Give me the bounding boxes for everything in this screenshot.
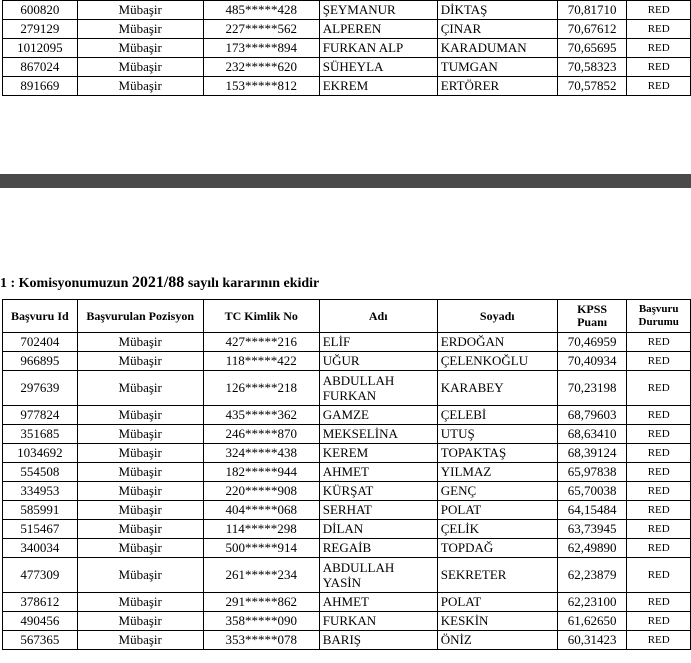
cell-tc-kimlik: 485*****428 [203,1,319,20]
cell-pozisyon: Mübaşir [77,631,203,650]
cell-durum: RED [627,406,691,425]
applicant-table-body [3,333,691,650]
cell-tc-kimlik: 435*****362 [203,406,319,425]
cell-pozisyon: Mübaşir [77,463,203,482]
cell-soyadi: SEKRETER [437,558,557,593]
cell-soyadi: ÇELİK [437,520,557,539]
cell-pozisyon: Mübaşir [77,352,203,371]
cell-tc-kimlik: 261*****234 [203,558,319,593]
table-row [3,20,691,39]
cell-kpss: 70,23198 [557,371,627,406]
previous-page-table-body [3,1,691,96]
cell-basvuru-id: 340034 [3,539,78,558]
cell-durum: RED [627,371,691,406]
cell-durum: RED [627,58,691,77]
cell-soyadi: KARABEY [437,371,557,406]
cell-adi: KÜRŞAT [319,482,437,501]
cell-kpss: 62,23100 [557,593,627,612]
applicant-table [2,299,691,650]
cell-soyadi: DİKTAŞ [437,1,557,20]
cell-tc-kimlik: 118*****422 [203,352,319,371]
cell-kpss: 63,73945 [557,520,627,539]
cell-tc-kimlik: 291*****862 [203,593,319,612]
cell-adi: ALPEREN [319,20,437,39]
cell-soyadi: KESKİN [437,612,557,631]
cell-soyadi: POLAT [437,501,557,520]
cell-soyadi: TUMGAN [437,58,557,77]
table-row [3,501,691,520]
cell-adi: SÜHEYLA [319,58,437,77]
cell-basvuru-id: 554508 [3,463,78,482]
cell-adi: FURKAN ALP [319,39,437,58]
cell-pozisyon: Mübaşir [77,77,203,96]
cell-kpss: 70,81710 [557,1,627,20]
cell-basvuru-id: 297639 [3,371,78,406]
cell-durum: RED [627,482,691,501]
cell-basvuru-id: 490456 [3,612,78,631]
cell-durum: RED [627,631,691,650]
table-row [3,425,691,444]
cell-tc-kimlik: 324*****438 [203,444,319,463]
cell-basvuru-id: 279129 [3,20,78,39]
cell-tc-kimlik: 126*****218 [203,371,319,406]
cell-adi: ABDULLAH YASİN [319,558,437,593]
cell-basvuru-id: 515467 [3,520,78,539]
cell-soyadi: UTUŞ [437,425,557,444]
cell-pozisyon: Mübaşir [77,58,203,77]
cell-durum: RED [627,352,691,371]
cell-soyadi: ÖNİZ [437,631,557,650]
table-row [3,520,691,539]
cell-soyadi: POLAT [437,593,557,612]
cell-basvuru-id: 977824 [3,406,78,425]
cell-basvuru-id: 351685 [3,425,78,444]
cell-adi: GAMZE [319,406,437,425]
cell-tc-kimlik: 153*****812 [203,77,319,96]
previous-page-table [2,0,691,96]
cell-pozisyon: Mübaşir [77,425,203,444]
table-row [3,77,691,96]
table-row [3,406,691,425]
page-separator [0,174,691,188]
cell-kpss: 62,23879 [557,558,627,593]
table-row [3,612,691,631]
cell-soyadi: ERTÖRER [437,77,557,96]
header-row [3,300,691,333]
cell-basvuru-id: 966895 [3,352,78,371]
cell-durum: RED [627,463,691,482]
cell-kpss: 70,46959 [557,333,627,352]
cell-durum: RED [627,1,691,20]
cell-pozisyon: Mübaşir [77,482,203,501]
cell-tc-kimlik: 358*****090 [203,612,319,631]
cell-durum: RED [627,593,691,612]
cell-pozisyon: Mübaşir [77,39,203,58]
cell-adi: ABDULLAH FURKAN [319,371,437,406]
cell-durum: RED [627,520,691,539]
cell-tc-kimlik: 353*****078 [203,631,319,650]
cell-kpss: 70,67612 [557,20,627,39]
header-tc-kimlik: TC Kimlik No [203,300,319,333]
cell-durum: RED [627,612,691,631]
table-row [3,333,691,352]
caption-suffix: sayılı kararının ekidir [184,276,320,291]
cell-soyadi: KARADUMAN [437,39,557,58]
cell-kpss: 70,58323 [557,58,627,77]
cell-basvuru-id: 867024 [3,58,78,77]
cell-soyadi: ÇINAR [437,20,557,39]
cell-adi: MEKSELİNA [319,425,437,444]
cell-adi: AHMET [319,593,437,612]
cell-basvuru-id: 702404 [3,333,78,352]
cell-kpss: 70,40934 [557,352,627,371]
cell-basvuru-id: 334953 [3,482,78,501]
table-row [3,482,691,501]
table-row [3,444,691,463]
cell-soyadi: GENÇ [437,482,557,501]
cell-soyadi: ÇELEBİ [437,406,557,425]
cell-adi: BARIŞ [319,631,437,650]
cell-basvuru-id: 1012095 [3,39,78,58]
cell-tc-kimlik: 114*****298 [203,520,319,539]
cell-adi: EKREM [319,77,437,96]
header-kpss: KPSS Puanı [557,300,627,333]
cell-pozisyon: Mübaşir [77,333,203,352]
cell-basvuru-id: 585991 [3,501,78,520]
cell-tc-kimlik: 427*****216 [203,333,319,352]
cell-durum: RED [627,425,691,444]
table-row [3,58,691,77]
cell-adi: DİLAN [319,520,437,539]
header-adi: Adı [319,300,437,333]
cell-adi: UĞUR [319,352,437,371]
cell-tc-kimlik: 173*****894 [203,39,319,58]
cell-pozisyon: Mübaşir [77,20,203,39]
cell-adi: ELİF [319,333,437,352]
cell-durum: RED [627,77,691,96]
cell-soyadi: ÇELENKOĞLU [437,352,557,371]
cell-basvuru-id: 567365 [3,631,78,650]
cell-tc-kimlik: 404*****068 [203,501,319,520]
cell-soyadi: TOPDAĞ [437,539,557,558]
cell-adi: AHMET [319,463,437,482]
cell-basvuru-id: 378612 [3,593,78,612]
cell-adi: ŞEYMANUR [319,1,437,20]
table-caption [0,274,319,292]
cell-pozisyon: Mübaşir [77,406,203,425]
cell-pozisyon: Mübaşir [77,501,203,520]
cell-kpss: 68,63410 [557,425,627,444]
table-row [3,631,691,650]
table-row [3,39,691,58]
cell-tc-kimlik: 227*****562 [203,20,319,39]
cell-durum: RED [627,558,691,593]
cell-kpss: 60,31423 [557,631,627,650]
cell-kpss: 70,57852 [557,77,627,96]
cell-durum: RED [627,20,691,39]
cell-kpss: 68,39124 [557,444,627,463]
cell-kpss: 61,62650 [557,612,627,631]
cell-basvuru-id: 1034692 [3,444,78,463]
header-basvuru-id: Başvuru Id [3,300,78,333]
cell-kpss: 65,97838 [557,463,627,482]
cell-adi: FURKAN [319,612,437,631]
table-row [3,593,691,612]
cell-kpss: 65,70038 [557,482,627,501]
cell-adi: KEREM [319,444,437,463]
cell-tc-kimlik: 232*****620 [203,58,319,77]
caption-number: 2021/88 [131,274,185,291]
header-pozisyon: Başvurulan Pozisyon [77,300,203,333]
table-row [3,1,691,20]
cell-durum: RED [627,39,691,58]
cell-pozisyon: Mübaşir [77,520,203,539]
cell-tc-kimlik: 220*****908 [203,482,319,501]
cell-soyadi: YILMAZ [437,463,557,482]
cell-durum: RED [627,501,691,520]
table-row [3,558,691,593]
cell-durum: RED [627,444,691,463]
cell-basvuru-id: 891669 [3,77,78,96]
cell-pozisyon: Mübaşir [77,612,203,631]
caption-prefix: 1 : Komisyonumuzun [0,276,132,291]
table-row [3,352,691,371]
cell-pozisyon: Mübaşir [77,371,203,406]
cell-kpss: 62,49890 [557,539,627,558]
cell-pozisyon: Mübaşir [77,539,203,558]
cell-pozisyon: Mübaşir [77,1,203,20]
cell-basvuru-id: 600820 [3,1,78,20]
cell-soyadi: TOPAKTAŞ [437,444,557,463]
cell-durum: RED [627,539,691,558]
table-row [3,463,691,482]
cell-pozisyon: Mübaşir [77,444,203,463]
cell-kpss: 70,65695 [557,39,627,58]
cell-soyadi: ERDOĞAN [437,333,557,352]
cell-pozisyon: Mübaşir [77,558,203,593]
cell-basvuru-id: 477309 [3,558,78,593]
header-durum: Başvuru Durumu [627,300,691,333]
page-top [0,0,691,174]
cell-tc-kimlik: 500*****914 [203,539,319,558]
cell-adi: SERHAT [319,501,437,520]
header-soyadi: Soyadı [437,300,557,333]
cell-kpss: 68,79603 [557,406,627,425]
cell-pozisyon: Mübaşir [77,593,203,612]
cell-kpss: 64,15484 [557,501,627,520]
table-row [3,539,691,558]
cell-adi: REGAİB [319,539,437,558]
cell-tc-kimlik: 246*****870 [203,425,319,444]
cell-tc-kimlik: 182*****944 [203,463,319,482]
table-row [3,371,691,406]
cell-durum: RED [627,333,691,352]
